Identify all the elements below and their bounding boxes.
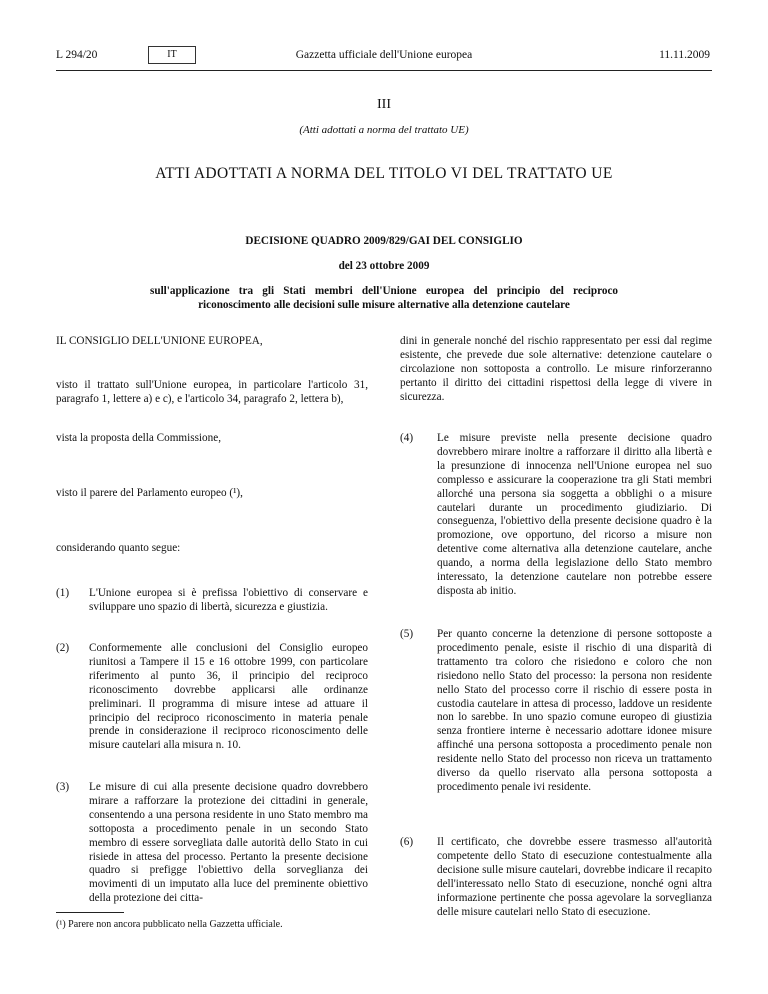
journal-title: Gazzetta ufficiale dell'Unione europea: [295, 49, 473, 61]
recital-text: Per quanto concerne la detenzione di persone sottoposte a procedimento penale, esiste il rischio di una disparità di trattamento tra coloro che risiedono e coloro che non risiedono nello Stato del processo: la persona non residente nello Stato del processo corre il rischio di essere posta in custodia cautelare in attesa di processo, laddove un residente non lo sarebbe. In uno spazio comune europeo di giustizia senza frontiere interne è necessario adottare idonee misure affinché una persona sottoposta a procedimento penale non residente nello Stato del processo non riceva un trattamento diverso da quello riservato alla persona sottoposta a procedimento penale ivi residente.: [437, 628, 712, 793]
page-reference: L 294/20: [56, 49, 98, 61]
preamble-treaty: visto il trattato sull'Unione europea, in particolare l'articolo 31, paragrafo 1, lettere a) e c), e l'articolo 34, paragrafo 2, lettera b),: [56, 379, 368, 405]
part-subtitle: (Atti adottati a norma del trattato UE): [299, 124, 469, 136]
preamble-proposal: vista la proposta della Commissione,: [56, 432, 221, 444]
recital-text: L'Unione europea si è prefissa l'obiettivo di conservare e sviluppare uno spazio di libertà, sicurezza e giustizia.: [89, 587, 368, 613]
section-heading: ATTI ADOTTATI A NORMA DEL TITOLO VI DEL TRATTATO UE: [155, 165, 613, 182]
recital-number: (1): [56, 587, 70, 599]
recital-text: Il certificato, che dovrebbe essere trasmesso all'autorità competente dello Stato di esecuzione contestualmente alla decisione sulle misure cautelari, dovrebbe indicare il recapito dell'interessato nello Stato di esecuzione, nonché ogni altra informazione pertinente che possa agevolare la sorveglianza delle misure cautelari nello Stato di esecuzione.: [437, 836, 712, 918]
recital-number: (2): [56, 642, 70, 654]
publication-date: 11.11.2009: [659, 49, 710, 61]
footnote-divider: [56, 912, 124, 913]
preamble-council: IL CONSIGLIO DELL'UNIONE EUROPEA,: [56, 335, 263, 347]
recital-number: (4): [400, 432, 414, 444]
recital-number: (6): [400, 836, 414, 848]
decision-subject: sull'applicazione tra gli Stati membri dell'Unione europea del principio del reciproco riconoscimento alle decisioni sulle misure alternative alla detenzione cautelare: [150, 285, 618, 311]
recital-number: (3): [56, 781, 70, 793]
part-number: III: [377, 97, 391, 112]
decision-title: DECISIONE QUADRO 2009/829/GAI DEL CONSIGLIO: [245, 235, 523, 247]
recital-text: Le misure di cui alla presente decisione quadro dovrebbero mirare a rafforzare la protezione dei cittadini in generale, consentendo a una persona residente in uno Stato membro ma sottoposta a procedimento penale in un secondo Stato membro di essere sorvegliata dalle autorità dello Stato in cui risiede in attesa del processo. Pertanto la presente decisione quadro si prefigge l'obiettivo della sorveglianza dei movimenti di un imputato alla luce del preminente obiettivo della protezione dei citta-: [89, 781, 368, 905]
decision-date: del 23 ottobre 2009: [338, 260, 430, 272]
recital-text: Conformemente alle conclusioni del Consiglio europeo riunitosi a Tampere il 15 e 16 ottobre 1999, con particolare riferimento al punto 36, il principio del reciproco riconoscimento dovrebbe applicarsi alle ordinanze preliminari. Il programma di misure intese ad attuare il principio del reciproco riconoscimento in materia penale prende in considerazione il reciproco riconoscimento delle misure cautelari alla misura n. 10.: [89, 642, 368, 752]
preamble-parliament: visto il parere del Parlamento europeo (¹),: [56, 487, 243, 499]
recital-text-continued: dini in generale nonché del rischio rappresentato per essi dal regime esistente, che prevede due sole alternative: detenzione cautelare o circolazione non sottoposta a controllo. Le misure rinforzeranno pertanto il diritto dei cittadini rispettosi della legge di vivere in sicurezza.: [400, 335, 712, 403]
preamble-whereas: considerando quanto segue:: [56, 542, 181, 554]
recital-text: Le misure previste nella presente decisione quadro dovrebbero mirare inoltre a rafforzare il diritto alla libertà e la presunzione di innocenza nell'Unione europea nel suo complesso e assicurare la cooperazione tra gli Stati membri allorché una persona sia soggetta a obblighi o a misure cautelari durante un procedimento giudiziario. Di conseguenza, l'obiettivo della presente decisione quadro è la promozione, ove opportuno, del ricorso a misure non detentive come alternativa alla detenzione cautelare, anche quando, a norma della legislazione dello Stato membro interessato, la detenzione cautelare non potrebbe essere disposta ab initio.: [437, 432, 712, 597]
header-divider: [56, 70, 712, 71]
language-badge: IT: [148, 46, 196, 64]
recital-number: (5): [400, 628, 414, 640]
footnote: (¹) Parere non ancora pubblicato nella Gazzetta ufficiale.: [56, 919, 283, 930]
